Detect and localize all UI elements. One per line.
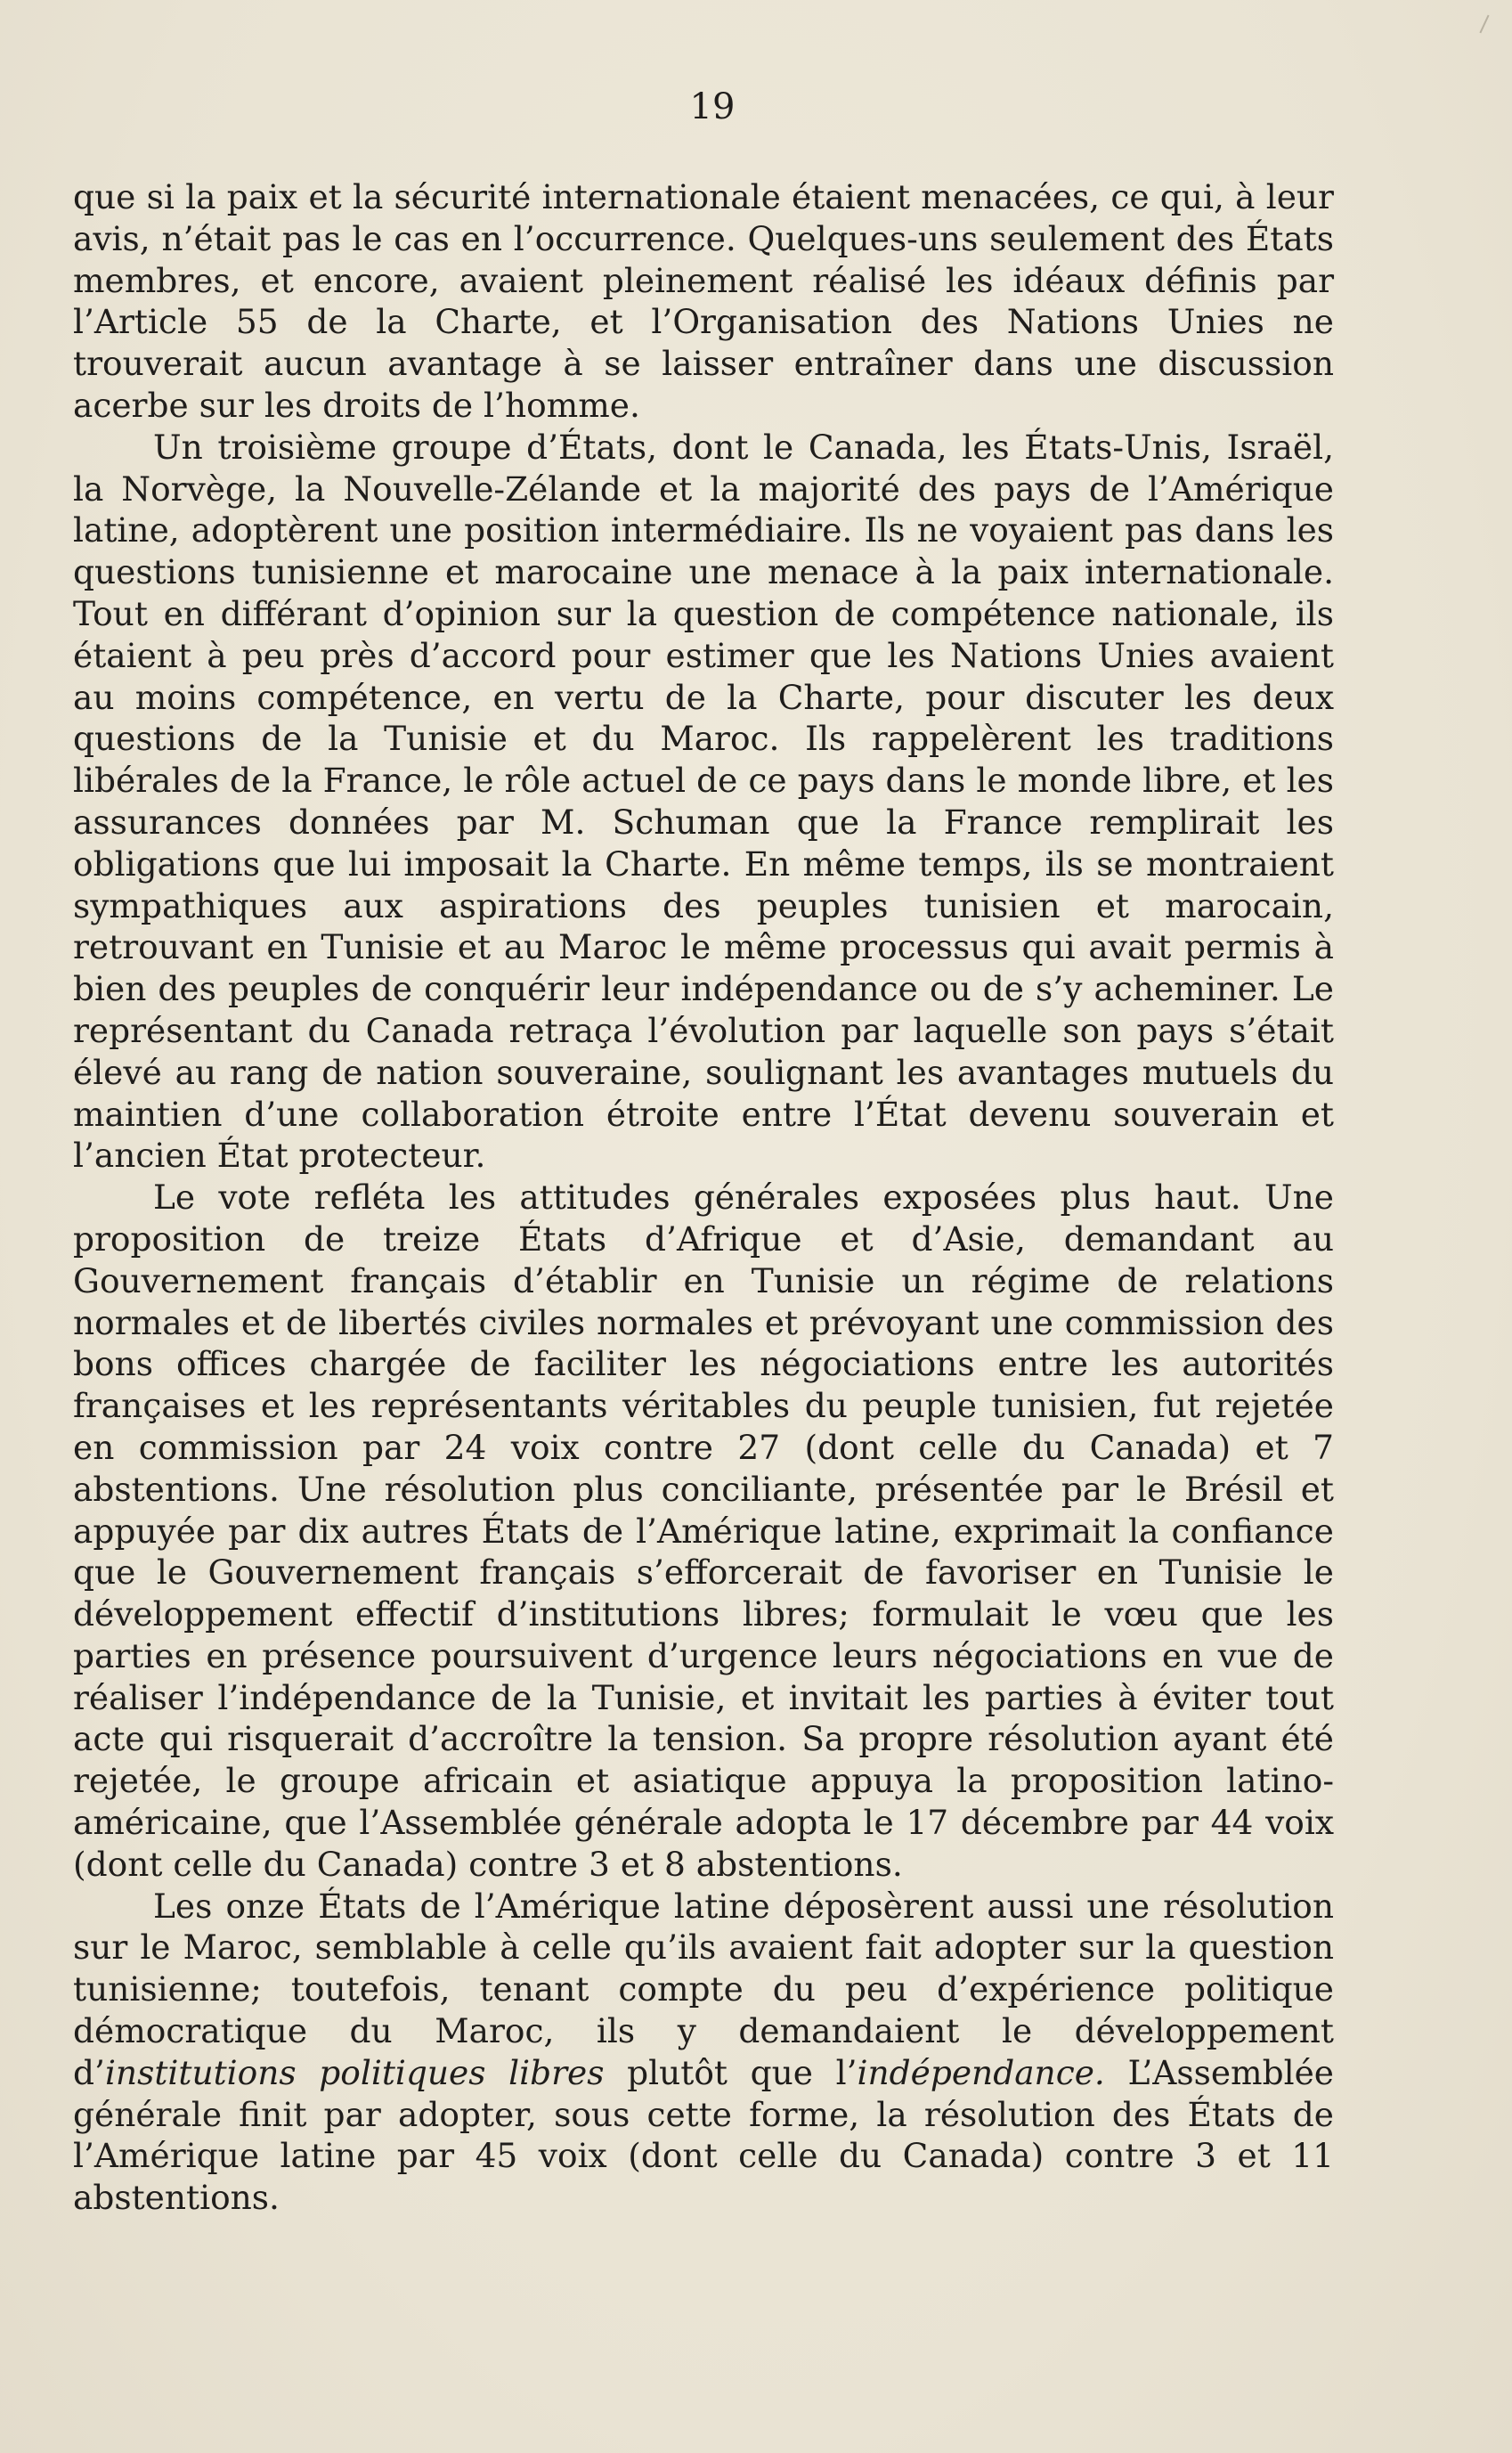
paragraph-4-italic-2: indépendance. xyxy=(857,2052,1105,2092)
paragraph-3: Le vote refléta les attitudes générales exposées plus haut. Une proposition de treize États d’Afrique et d’Asie, demandant au Gouvernement français d’établir en Tunisie un régime de relations normales et de libertés civiles normales et prévoyant une commission des bons offices chargée de faciliter les négociations entre les autorités françaises et les représentants véritables du peuple tunisien, fut rejetée en commission par 24 voix contre 27 (dont celle du Canada) et 7 abstentions. Une résolution plus conciliante, présentée par le Brésil et appuyée par dix autres États de l’Amérique latine, exprimait la confiance que le Gouvernement français s’efforcerait de favoriser en Tunisie le développement effectif d’institutions libres; formulait le vœu que les parties en présence poursuivent d’urgence leurs négociations en vue de réaliser l’indépendance de la Tunisie, et invitait les parties à éviter tout acte qui risquerait d’accroître la tension. Sa propre résolution ayant été rejetée, le groupe africain et asiatique appuya la proposition latino-américaine, que l’Assemblée générale adopta le 17 décembre par 44 voix (dont celle du Canada) contre 3 et 8 abstentions. xyxy=(73,1178,1334,1884)
paragraph-4-text-3: L’Assemblée générale finit par adopter, sous cette forme, la résolution des États de l’Amérique latine par 45 voix (dont celle du Canada) contre 3 et 11 abstentions. xyxy=(73,2052,1334,2218)
paragraph-1: que si la paix et la sécurité internationale étaient menacées, ce qui, à leur avis, n’était pas le cas en l’occurrence. Quelques-uns seulement des États membres, et encore, avaient pleinement réalisé les idéaux définis par l’Article 55 de la Charte, et l’Organisation des Nations Unies ne trouverait aucun avantage à se laisser entraîner dans une discussion acerbe sur les droits de l’homme. xyxy=(73,177,1334,425)
page-number: 19 xyxy=(689,86,736,127)
paragraph-4-text-2: plutôt que l’ xyxy=(604,2052,858,2092)
paragraph-4-italic-1: institutions politiques libres xyxy=(104,2052,605,2092)
page-edge-mark xyxy=(1479,15,1489,34)
paragraph-2: Un troisième groupe d’États, dont le Canada, les États-Unis, Israël, la Norvège, la Nouvelle-Zélande et la majorité des pays de l’Amérique latine, adoptèrent une position intermédiaire. Ils ne voyaient pas dans les questions tunisienne et marocaine une menace à la paix internationale. Tout en différant d’opinion sur la question de compétence nationale, ils étaient à peu près d’accord pour estimer que les Nations Unies avaient au moins compétence, en vertu de la Charte, pour discuter les deux questions de la Tunisie et du Maroc. Ils rappelèrent les traditions libérales de la France, le rôle actuel de ce pays dans le monde libre, et les assurances données par M. Schuman que la France remplirait les obligations que lui imposait la Charte. En même temps, ils se montraient sympathiques aux aspirations des peuples tunisien et marocain, retrouvant en Tunisie et au Maroc le même processus qui avait permis à bien des peuples de conquérir leur indépendance ou de s’y acheminer. Le représentant du Canada retraça l’évolution par laquelle son pays s’était élevé au rang de nation souveraine, soulignant les avantages mutuels du maintien d’une collaboration étroite entre l’État devenu souverain et l’ancien État protecteur. xyxy=(73,427,1334,1176)
paragraph-4-text-1: Les onze États de l’Amérique latine déposèrent aussi une résolution sur le Maroc, semblable à celle qu’ils avaient fait adopter sur la question tunisienne; toutefois, tenant compte du peu d’expérience politique démocratique du Maroc, ils y demandaient le développement d’ xyxy=(73,1886,1334,2092)
document-page xyxy=(73,86,1334,2219)
paragraph-4 xyxy=(73,1886,1334,2219)
